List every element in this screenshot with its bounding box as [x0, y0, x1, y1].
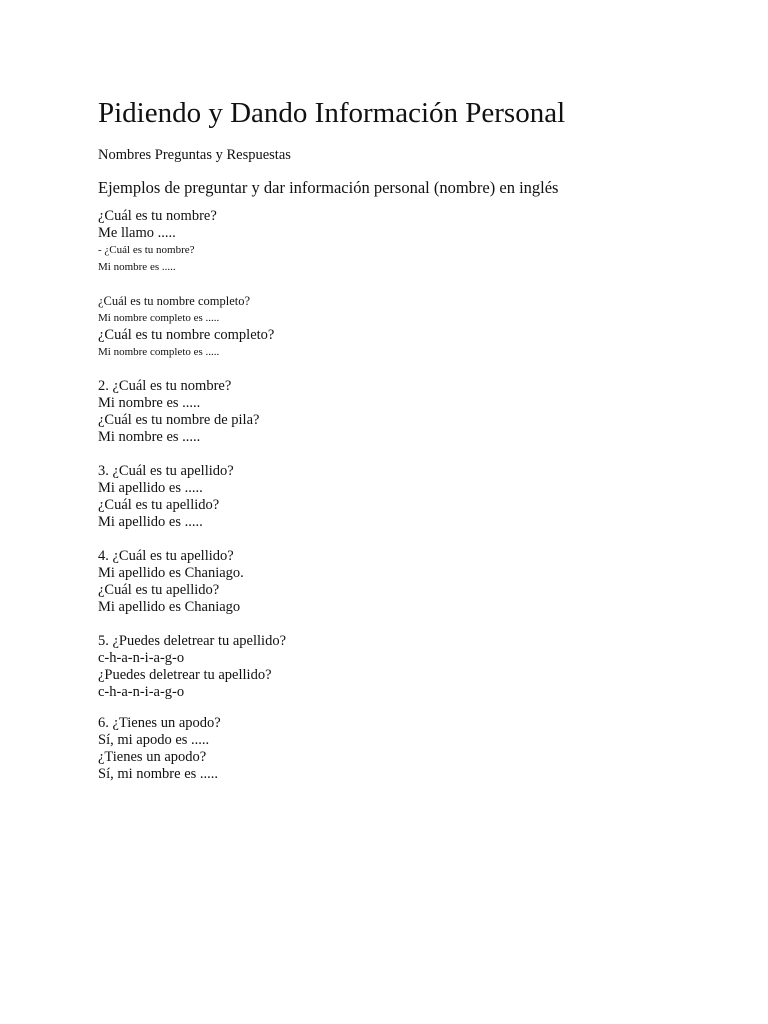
- text-line: ¿Tienes un apodo?: [98, 749, 207, 765]
- text-line: Mi apellido es Chaniago.: [98, 565, 244, 581]
- text-line: 5. ¿Puedes deletrear tu apellido?: [98, 633, 287, 649]
- page-subtitle: Nombres Preguntas y Respuestas: [98, 147, 291, 163]
- text-line: ¿Cuál es tu nombre de pila?: [98, 412, 260, 428]
- text-line: Sí, mi nombre es .....: [98, 766, 219, 782]
- text-line: ¿Cuál es tu nombre?: [98, 208, 217, 224]
- text-line: 3. ¿Cuál es tu apellido?: [98, 463, 234, 479]
- text-line: Mi nombre completo es .....: [98, 346, 220, 358]
- text-line: 2. ¿Cuál es tu nombre?: [98, 378, 232, 394]
- text-line: Mi nombre completo es .....: [98, 312, 220, 324]
- spacer: [98, 701, 738, 715]
- page-title: Pidiendo y Dando Información Personal: [98, 97, 566, 129]
- spacer: [98, 531, 738, 548]
- spacer: [98, 446, 738, 463]
- text-line: Mi apellido es .....: [98, 480, 203, 496]
- text-line: c-h-a-n-i-a-g-o: [98, 650, 185, 666]
- text-line: ¿Cuál es tu nombre completo?: [98, 294, 251, 308]
- text-line: c-h-a-n-i-a-g-o: [98, 684, 185, 700]
- spacer: [98, 276, 738, 293]
- text-line: Mi apellido es Chaniago: [98, 599, 241, 615]
- document-page: [98, 94, 738, 783]
- text-line: - ¿Cuál es tu nombre?: [98, 244, 195, 256]
- text-line: Mi nombre es .....: [98, 261, 176, 273]
- spacer: [98, 361, 738, 378]
- text-line: 6. ¿Tienes un apodo?: [98, 715, 221, 731]
- section-heading: Ejemplos de preguntar y dar información personal (nombre) en inglés: [98, 178, 559, 197]
- text-line: Mi nombre es .....: [98, 395, 201, 411]
- text-line: Sí, mi apodo es .....: [98, 732, 210, 748]
- text-line: Mi nombre es .....: [98, 429, 201, 445]
- text-line: 4. ¿Cuál es tu apellido?: [98, 548, 234, 564]
- examples-block: [98, 208, 738, 783]
- text-line: ¿Cuál es tu apellido?: [98, 497, 220, 513]
- spacer: [98, 616, 738, 633]
- text-line: ¿Puedes deletrear tu apellido?: [98, 667, 272, 683]
- text-line: Me llamo .....: [98, 225, 176, 241]
- text-line: Mi apellido es .....: [98, 514, 203, 530]
- text-line: ¿Cuál es tu apellido?: [98, 582, 220, 598]
- text-line: ¿Cuál es tu nombre completo?: [98, 327, 275, 343]
